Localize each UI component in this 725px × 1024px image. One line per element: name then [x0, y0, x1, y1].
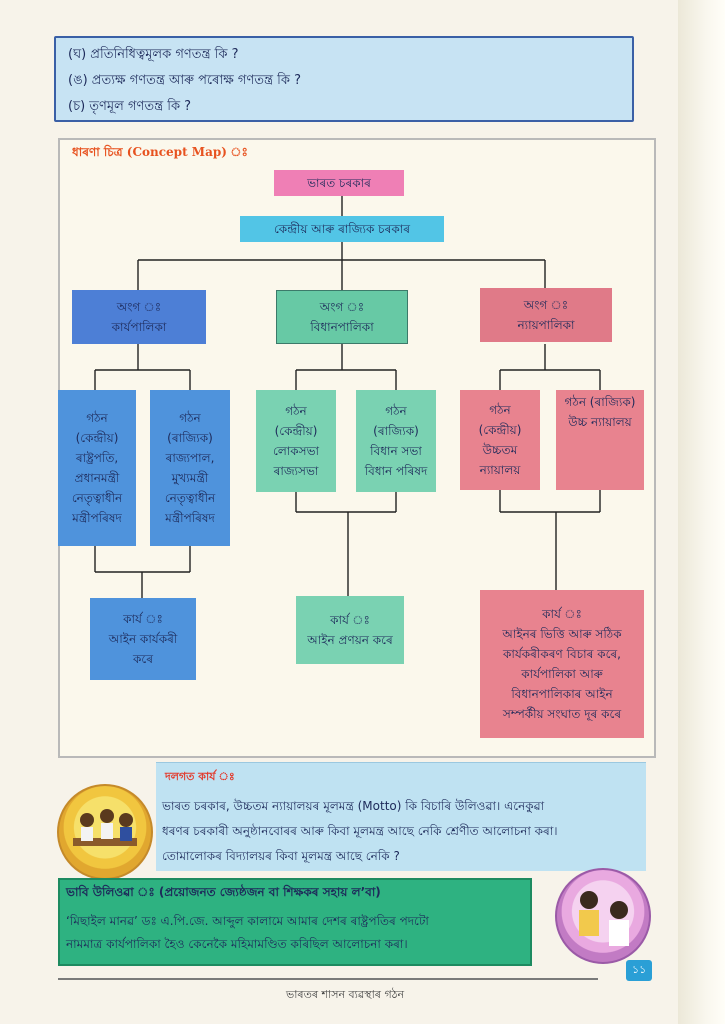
node-organ-judiciary: অংগ ঃ ন্যায়পালিকা	[480, 288, 612, 342]
node-exec-function: কাৰ্য ঃ আইন কাৰ্যকৰী কৰে	[90, 598, 196, 680]
node-jud-central: গঠন (কেন্দ্ৰীয়) উচ্চতম ন্যায়ালয়	[460, 390, 540, 490]
footer-chapter-title: ভাৰতৰ শাসন ব্যৱস্থাৰ গঠন	[286, 988, 405, 1001]
thinking-children-illustration	[555, 868, 651, 964]
group-work-line: তোমালোকৰ বিদ্যালয়ৰ কিবা মূলমন্ত্ৰ আছে নেকি ?	[162, 849, 400, 863]
think-line: নামমাত্ৰ কাৰ্যপালিকা হৈও কেনেকৈ মহিমামণ্ডিত কৰিছিল আলোচনা কৰা।	[66, 937, 408, 951]
question-gha: (ঘ) প্ৰতিনিধিত্বমূলক গণতন্ত্ৰ কি ?	[68, 47, 239, 62]
concept-map-title: ধাৰণা চিত্ৰ (Concept Map) ঃ	[72, 145, 248, 159]
group-work-line: ধৰণৰ চৰকাৰী অনুষ্ঠানবোৰৰ আৰু কিবা মূলমন্ত্ৰ আছে নেকি শ্ৰেণীত আলোচনা কৰা।	[162, 824, 558, 838]
node-leg-function: কাৰ্য ঃ আইন প্ৰণয়ন কৰে	[296, 596, 404, 664]
node-exec-central: গঠন (কেন্দ্ৰীয়) ৰাষ্ট্ৰপতি, প্ৰধানমন্ত্ৰী নেতৃত্বাধীন মন্ত্ৰীপৰিষদ	[58, 390, 136, 546]
node-exec-state: গঠন (ৰাজ্যিক) ৰাজ্যপাল, মুখ্যমন্ত্ৰী নেতৃত্বাধীন মন্ত্ৰীপৰিষদ	[150, 390, 230, 546]
group-work-illustration	[57, 784, 153, 880]
node-leg-central: গঠন (কেন্দ্ৰীয়) লোকসভা ৰাজ্যসভা	[256, 390, 336, 492]
node-leg-state: গঠন (ৰাজ্যিক) বিধান সভা বিধান পৰিষদ	[356, 390, 436, 492]
node-organ-executive: অংগ ঃ কাৰ্যপালিকা	[72, 290, 206, 344]
group-work-line: ভাৰত চৰকাৰ, উচ্চতম ন্যায়ালয়ৰ মূলমন্ত্ৰ (Motto) কি বিচাৰি উলিওৱা। এনেকুৱা	[162, 799, 545, 813]
node-central-state-govt: কেন্দ্ৰীয় আৰু ৰাজ্যিক চৰকাৰ	[240, 216, 444, 242]
node-jud-state: গঠন (ৰাজ্যিক) উচ্চ ন্যায়ালয়	[556, 390, 644, 490]
think-line: ‘মিছাইল মানৱ’ ডঃ এ.পি.জে. আব্দুল কালামে আমাৰ দেশৰ ৰাষ্ট্ৰপতিৰ পদটো	[66, 914, 429, 928]
group-work-text	[162, 794, 646, 869]
node-organ-legislature: অংগ ঃ বিধানপালিকা	[276, 290, 408, 344]
footer-divider	[58, 978, 598, 980]
question-umo: (ঙ) প্ৰত্যক্ষ গণতন্ত্ৰ আৰু পৰোক্ষ গণতন্ত্ৰ কি ?	[68, 73, 302, 88]
group-work-title: দলগত কাৰ্য ঃ	[165, 770, 235, 783]
page-number: ১১	[626, 960, 652, 981]
question-cha: (চ) তৃণমূল গণতন্ত্ৰ কি ?	[68, 99, 192, 114]
think-text	[66, 910, 528, 956]
node-bharat-sarkar: ভাৰত চৰকাৰ	[274, 170, 404, 196]
node-jud-function: কাৰ্য ঃ আইনৰ ভিত্তি আৰু সঠিক কাৰ্যকৰীকৰণ বিচাৰ কৰে, কাৰ্যপালিকা আৰু বিধানপালিকাৰ আইন সম্পৰ্কীয় সংঘাত দূৰ কৰে	[480, 590, 644, 738]
think-title: ভাবি উলিওৱা ঃ (প্ৰয়োজনত জ্যেষ্ঠজন বা শিক্ষকৰ সহায় লʼবা)	[66, 885, 381, 899]
